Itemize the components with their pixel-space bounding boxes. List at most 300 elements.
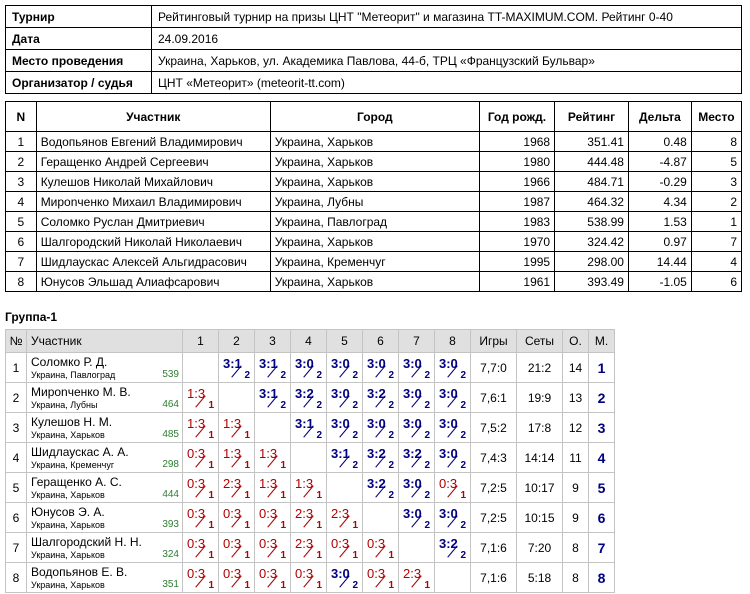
match-cell: [363, 353, 399, 383]
match-points: 2: [352, 400, 358, 411]
group-header-col: 7: [399, 330, 435, 353]
match-cell: [183, 413, 219, 443]
match-points: 1: [388, 580, 394, 591]
match-cell: [399, 413, 435, 443]
match-score: 3:0: [403, 386, 422, 401]
player-city: Украина, Павлоград: [31, 370, 116, 380]
participant-cell: Шалгородский Николай Николаевич: [36, 232, 270, 252]
match-cell: [363, 383, 399, 413]
participant-cell: 1983: [479, 212, 554, 232]
match-cell: [183, 383, 219, 413]
participants-header: Рейтинг: [555, 102, 629, 132]
participant-cell: 0.48: [628, 132, 691, 152]
group-place: 1: [589, 353, 615, 383]
participant-cell: Украина, Харьков: [270, 272, 479, 292]
group-row-num: 6: [6, 503, 27, 533]
match-score: 3:2: [367, 386, 386, 401]
info-row: [6, 6, 742, 28]
match-points: 1: [244, 550, 250, 561]
player-rating: 539: [162, 369, 179, 380]
participants-header: Год рожд.: [479, 102, 554, 132]
group-points: 8: [563, 533, 589, 563]
match-cell: [435, 383, 471, 413]
participant-cell: 351.41: [555, 132, 629, 152]
match-score: 0:3: [187, 446, 206, 461]
player-name: Соломко Р. Д.: [31, 355, 108, 369]
match-points: 1: [208, 580, 214, 591]
match-score: 3:0: [439, 446, 458, 461]
group-header-col: 3: [255, 330, 291, 353]
group-place: 3: [589, 413, 615, 443]
match-points: 1: [316, 580, 322, 591]
match-score: 2:3: [223, 476, 242, 491]
match-points: 2: [352, 430, 358, 441]
group-row-num: 7: [6, 533, 27, 563]
participant-cell: -0.29: [628, 172, 691, 192]
match-score: 3:0: [439, 416, 458, 431]
match-cell: [327, 383, 363, 413]
match-points: 2: [316, 400, 322, 411]
match-score: 3:2: [439, 536, 458, 551]
group-games: 7,6:1: [471, 383, 517, 413]
match-score: 3:0: [403, 356, 422, 371]
match-cell: [327, 503, 363, 533]
group-sets: 19:9: [517, 383, 563, 413]
self-cell: [255, 413, 291, 443]
match-cell: [255, 563, 291, 593]
participant-cell: 1966: [479, 172, 554, 192]
player-name: Шидлаускас А. А.: [31, 445, 129, 459]
self-cell: [435, 563, 471, 593]
group-place: 5: [589, 473, 615, 503]
group-sets: 5:18: [517, 563, 563, 593]
match-cell: [255, 353, 291, 383]
player-rating: 393: [162, 519, 179, 530]
participant-cell: Соломко Руслан Дмитриевич: [36, 212, 270, 232]
match-cell: [183, 533, 219, 563]
participant-cell: Украина, Кременчуг: [270, 252, 479, 272]
match-score: 0:3: [223, 566, 242, 581]
group-row-num: 5: [6, 473, 27, 503]
participants-header: N: [6, 102, 37, 132]
match-score: 0:3: [439, 476, 458, 491]
match-score: 0:3: [259, 566, 278, 581]
match-score: 3:0: [439, 356, 458, 371]
participant-row: [6, 252, 742, 272]
match-cell: [363, 563, 399, 593]
info-row: [6, 72, 742, 94]
group-place: 4: [589, 443, 615, 473]
participant-cell: 0.97: [628, 232, 691, 252]
group-row-num: 2: [6, 383, 27, 413]
participant-cell: 484.71: [555, 172, 629, 192]
match-cell: [291, 503, 327, 533]
group-header-col: 2: [219, 330, 255, 353]
match-points: 2: [460, 370, 466, 381]
group-row: [6, 533, 615, 563]
match-points: 1: [280, 580, 286, 591]
match-points: 1: [316, 550, 322, 561]
group-place: 8: [589, 563, 615, 593]
participant-row: [6, 152, 742, 172]
participant-cell: 1995: [479, 252, 554, 272]
player-rating: 464: [162, 399, 179, 410]
match-cell: [255, 503, 291, 533]
self-cell: [183, 353, 219, 383]
match-score: 3:1: [259, 386, 278, 401]
participant-cell: 1961: [479, 272, 554, 292]
participant-cell: Украина, Харьков: [270, 152, 479, 172]
match-points: 1: [280, 550, 286, 561]
participant-cell: 324.42: [555, 232, 629, 252]
match-cell: [291, 533, 327, 563]
participant-cell: 1968: [479, 132, 554, 152]
group-player-cell: [27, 563, 183, 593]
match-score: 0:3: [187, 566, 206, 581]
match-points: 1: [244, 430, 250, 441]
match-score: 0:3: [187, 506, 206, 521]
player-city: Украина, Харьков: [31, 580, 105, 590]
match-cell: [183, 503, 219, 533]
match-points: 1: [424, 580, 430, 591]
match-cell: [435, 503, 471, 533]
participant-cell: -4.87: [628, 152, 691, 172]
participant-cell: 8: [6, 272, 37, 292]
tournament-info-table: [5, 5, 742, 94]
match-cell: [327, 533, 363, 563]
match-points: 1: [388, 550, 394, 561]
participant-cell: Шидлаускас Алексей Альгидрасович: [36, 252, 270, 272]
participant-row: [6, 192, 742, 212]
match-points: 2: [280, 400, 286, 411]
match-points: 2: [460, 460, 466, 471]
participant-cell: -1.05: [628, 272, 691, 292]
match-points: 1: [316, 490, 322, 501]
match-cell: [363, 533, 399, 563]
group-row: [6, 443, 615, 473]
participant-cell: 4: [691, 252, 741, 272]
match-cell: [435, 443, 471, 473]
group-place: 6: [589, 503, 615, 533]
match-points: 1: [244, 580, 250, 591]
match-cell: [435, 533, 471, 563]
group-header-col: 4: [291, 330, 327, 353]
match-score: 0:3: [295, 566, 314, 581]
self-cell: [363, 503, 399, 533]
participant-cell: Мирonченко Михаил Владимирович: [36, 192, 270, 212]
match-points: 2: [424, 370, 430, 381]
match-cell: [255, 473, 291, 503]
player-name: Водопьянов Е. В.: [31, 565, 128, 579]
group-sets: 10:17: [517, 473, 563, 503]
match-points: 1: [244, 490, 250, 501]
group-player-cell: [27, 383, 183, 413]
group-row: [6, 473, 615, 503]
participant-cell: 5: [6, 212, 37, 232]
self-cell: [327, 473, 363, 503]
group-points: 9: [563, 473, 589, 503]
player-city: Украина, Харьков: [31, 520, 105, 530]
match-cell: [435, 473, 471, 503]
group-header-num: №: [6, 330, 27, 353]
participant-cell: Кулешов Николай Михайлович: [36, 172, 270, 192]
match-score: 1:3: [295, 476, 314, 491]
group-row: [6, 353, 615, 383]
group-games: 7,7:0: [471, 353, 517, 383]
match-score: 3:2: [367, 446, 386, 461]
match-points: 2: [388, 430, 394, 441]
group-row: [6, 503, 615, 533]
participant-cell: 3: [6, 172, 37, 192]
match-score: 3:2: [295, 386, 314, 401]
match-score: 3:0: [439, 386, 458, 401]
participant-cell: 4.34: [628, 192, 691, 212]
match-points: 2: [388, 490, 394, 501]
match-cell: [255, 383, 291, 413]
match-points: 2: [460, 430, 466, 441]
participant-cell: 7: [6, 252, 37, 272]
match-points: 1: [208, 460, 214, 471]
group-games: 7,4:3: [471, 443, 517, 473]
group-row: [6, 563, 615, 593]
match-cell: [219, 473, 255, 503]
match-points: 1: [280, 490, 286, 501]
participant-cell: 1: [691, 212, 741, 232]
group-games: 7,1:6: [471, 563, 517, 593]
match-cell: [291, 383, 327, 413]
player-name: Шалгородский Н. Н.: [31, 535, 142, 549]
match-points: 2: [316, 430, 322, 441]
group-player-cell: [27, 473, 183, 503]
match-points: 1: [280, 520, 286, 531]
match-cell: [219, 413, 255, 443]
match-cell: [435, 413, 471, 443]
participant-cell: 2: [6, 152, 37, 172]
group-row-num: 8: [6, 563, 27, 593]
match-points: 2: [460, 400, 466, 411]
match-score: 1:3: [187, 416, 206, 431]
participant-cell: 1: [6, 132, 37, 152]
match-score: 3:0: [331, 416, 350, 431]
match-score: 0:3: [187, 476, 206, 491]
group-player-cell: [27, 413, 183, 443]
match-cell: [399, 383, 435, 413]
participants-header: Участник: [36, 102, 270, 132]
match-points: 2: [244, 370, 250, 381]
match-score: 3:1: [223, 356, 242, 371]
player-name: Юнусов Э. А.: [31, 505, 105, 519]
group-results-table: [5, 329, 615, 593]
group-points: 13: [563, 383, 589, 413]
group-games: 7,5:2: [471, 413, 517, 443]
participant-cell: 464.32: [555, 192, 629, 212]
match-score: 0:3: [223, 536, 242, 551]
match-points: 2: [352, 370, 358, 381]
group-row-num: 3: [6, 413, 27, 443]
player-rating: 444: [162, 489, 179, 500]
group-place: 7: [589, 533, 615, 563]
group-points: 12: [563, 413, 589, 443]
participant-cell: 6: [6, 232, 37, 252]
info-row: [6, 50, 742, 72]
participants-header: Город: [270, 102, 479, 132]
group-header-games: Игры: [471, 330, 517, 353]
match-points: 2: [388, 370, 394, 381]
match-cell: [183, 443, 219, 473]
group-games: 7,2:5: [471, 473, 517, 503]
match-cell: [219, 353, 255, 383]
participant-cell: Украина, Павлоград: [270, 212, 479, 232]
participant-cell: Украина, Лубны: [270, 192, 479, 212]
match-cell: [219, 533, 255, 563]
participants-header: Дельта: [628, 102, 691, 132]
participant-row: [6, 172, 742, 192]
match-points: 1: [208, 490, 214, 501]
match-score: 2:3: [331, 506, 350, 521]
participant-row: [6, 232, 742, 252]
match-score: 0:3: [259, 506, 278, 521]
participant-cell: 298.00: [555, 252, 629, 272]
match-score: 2:3: [295, 536, 314, 551]
participant-row: [6, 212, 742, 232]
participant-cell: Юнусов Эльшад Алиафсарович: [36, 272, 270, 292]
match-score: 1:3: [223, 416, 242, 431]
match-cell: [399, 473, 435, 503]
match-cell: [363, 413, 399, 443]
match-cell: [183, 563, 219, 593]
match-points: 1: [244, 460, 250, 471]
participants-header: Место: [691, 102, 741, 132]
player-name: Мирonченко М. В.: [31, 385, 131, 399]
match-points: 1: [352, 550, 358, 561]
match-score: 1:3: [187, 386, 206, 401]
match-points: 2: [388, 460, 394, 471]
participant-cell: Геращенко Андрей Сергеевич: [36, 152, 270, 172]
match-cell: [291, 353, 327, 383]
group-row-num: 4: [6, 443, 27, 473]
match-cell: [363, 443, 399, 473]
match-points: 1: [316, 520, 322, 531]
match-score: 0:3: [187, 536, 206, 551]
group-header-m: М.: [589, 330, 615, 353]
match-cell: [363, 473, 399, 503]
match-points: 1: [208, 430, 214, 441]
player-city: Украина, Харьков: [31, 490, 105, 500]
match-cell: [435, 353, 471, 383]
participant-cell: Украина, Харьков: [270, 132, 479, 152]
match-score: 3:1: [295, 416, 314, 431]
match-points: 1: [244, 520, 250, 531]
match-points: 2: [280, 370, 286, 381]
match-cell: [291, 473, 327, 503]
participants-table: [5, 101, 742, 292]
match-score: 2:3: [295, 506, 314, 521]
match-cell: [327, 563, 363, 593]
group-title: Группа-1: [5, 310, 58, 324]
match-cell: [399, 503, 435, 533]
match-points: 2: [352, 580, 358, 591]
group-sets: 14:14: [517, 443, 563, 473]
match-cell: [327, 443, 363, 473]
info-label: Турнир: [6, 6, 152, 28]
match-score: 1:3: [259, 476, 278, 491]
match-score: 3:0: [367, 356, 386, 371]
match-score: 3:0: [403, 476, 422, 491]
group-games: 7,1:6: [471, 533, 517, 563]
match-points: 2: [424, 520, 430, 531]
participant-cell: 7: [691, 232, 741, 252]
match-score: 1:3: [223, 446, 242, 461]
player-name: Геращенко А. С.: [31, 475, 122, 489]
self-cell: [219, 383, 255, 413]
match-cell: [219, 563, 255, 593]
match-points: 1: [460, 490, 466, 501]
group-sets: 21:2: [517, 353, 563, 383]
group-games: 7,2:5: [471, 503, 517, 533]
match-cell: [183, 473, 219, 503]
participant-cell: 14.44: [628, 252, 691, 272]
match-score: 3:2: [403, 446, 422, 461]
group-row: [6, 383, 615, 413]
group-player-cell: [27, 443, 183, 473]
player-city: Украина, Харьков: [31, 430, 105, 440]
group-row: [6, 413, 615, 443]
match-score: 3:0: [295, 356, 314, 371]
player-rating: 298: [162, 459, 179, 470]
match-cell: [327, 353, 363, 383]
match-cell: [399, 353, 435, 383]
match-score: 3:0: [403, 416, 422, 431]
group-player-cell: [27, 353, 183, 383]
match-cell: [255, 533, 291, 563]
info-value: ЦНТ «Метеорит» (meteorit-tt.com): [152, 72, 742, 94]
participant-cell: Украина, Харьков: [270, 172, 479, 192]
match-score: 1:3: [259, 446, 278, 461]
participant-cell: 1987: [479, 192, 554, 212]
participant-row: [6, 132, 742, 152]
participant-cell: 3: [691, 172, 741, 192]
match-points: 2: [460, 550, 466, 561]
match-score: 2:3: [403, 566, 422, 581]
group-points: 11: [563, 443, 589, 473]
participant-cell: 6: [691, 272, 741, 292]
match-points: 2: [424, 490, 430, 501]
group-points: 14: [563, 353, 589, 383]
match-cell: [399, 443, 435, 473]
participant-row: [6, 272, 742, 292]
group-header-sets: Сеты: [517, 330, 563, 353]
match-score: 3:0: [403, 506, 422, 521]
group-sets: 17:8: [517, 413, 563, 443]
match-score: 0:3: [259, 536, 278, 551]
match-score: 0:3: [367, 566, 386, 581]
player-rating: 485: [162, 429, 179, 440]
player-city: Украина, Лубны: [31, 400, 98, 410]
participant-cell: 1980: [479, 152, 554, 172]
match-cell: [291, 413, 327, 443]
group-header-col: 5: [327, 330, 363, 353]
match-cell: [291, 563, 327, 593]
info-label: Организатор / судья: [6, 72, 152, 94]
participant-cell: 5: [691, 152, 741, 172]
group-player-cell: [27, 503, 183, 533]
match-score: 3:1: [331, 446, 350, 461]
group-header-o: О.: [563, 330, 589, 353]
match-cell: [399, 563, 435, 593]
match-score: 3:0: [331, 356, 350, 371]
participant-cell: 393.49: [555, 272, 629, 292]
player-rating: 351: [162, 579, 179, 590]
